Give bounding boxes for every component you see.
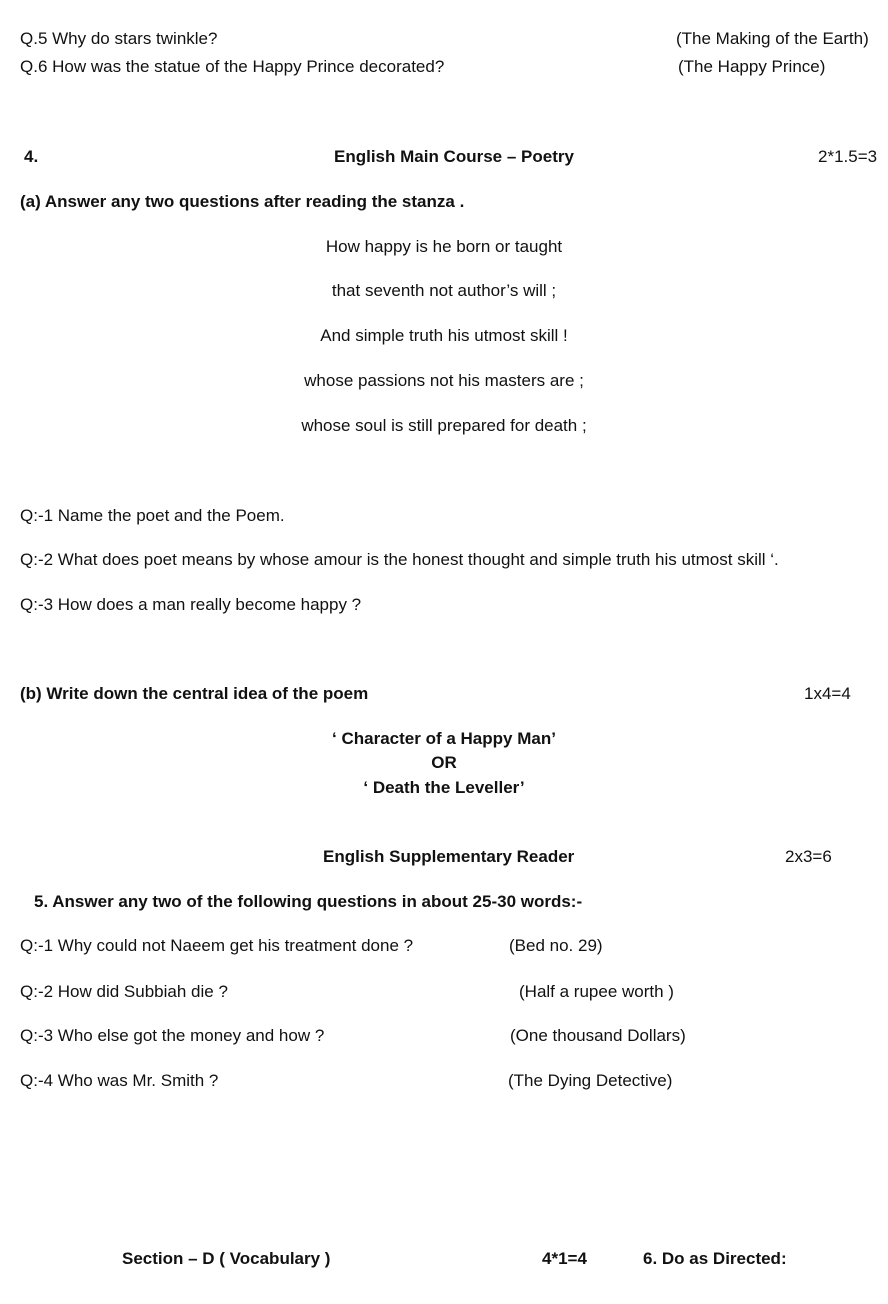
supplementary-question-source: (The Dying Detective) (508, 1071, 673, 1090)
poetry-question: Q:-1 Name the poet and the Poem. (20, 506, 285, 525)
poetry-question: Q:-3 How does a man really become happy ? (20, 595, 362, 614)
stanza-line: How happy is he born or taught (325, 237, 563, 256)
or-label: OR (431, 753, 457, 772)
section-4-marks: 2*1.5=3 (818, 147, 878, 166)
supplementary-question: Q:-4 Who was Mr. Smith ? (20, 1071, 219, 1090)
section-d-instruction: 6. Do as Directed: (643, 1249, 787, 1268)
question-5-instruction: 5. Answer any two of the following questions in about 25-30 words:- (34, 892, 583, 911)
question-6-source: (The Happy Prince) (678, 57, 826, 76)
supplementary-title: English Supplementary Reader (323, 847, 575, 866)
section-d-title: Section – D ( Vocabulary ) (122, 1249, 331, 1268)
part-b-heading: (b) Write down the central idea of the poem (20, 684, 369, 703)
question-6: Q.6 How was the statue of the Happy Prince decorated? (20, 57, 445, 76)
stanza-line: that seventh not author’s will ; (331, 281, 557, 300)
stanza-line: And simple truth his utmost skill ! (320, 326, 568, 345)
supplementary-question: Q:-1 Why could not Naeem get his treatment done ? (20, 936, 414, 955)
section-d-marks: 4*1=4 (542, 1249, 587, 1268)
part-b-marks: 1x4=4 (804, 684, 851, 703)
part-a-heading: (a) Answer any two questions after reading the stanza . (20, 192, 465, 211)
poem-option-2: ‘ Death the Leveller’ (363, 778, 525, 797)
supplementary-question-source: (Half a rupee worth ) (519, 982, 674, 1001)
supplementary-marks: 2x3=6 (785, 847, 832, 866)
poem-option-1: ‘ Character of a Happy Man’ (332, 729, 556, 748)
supplementary-question-source: (One thousand Dollars) (510, 1026, 686, 1045)
section-4-title: English Main Course – Poetry (334, 147, 574, 166)
question-5-source: (The Making of the Earth) (676, 29, 869, 48)
question-5: Q.5 Why do stars twinkle? (20, 29, 218, 48)
stanza-line: whose passions not his masters are ; (304, 371, 584, 390)
poetry-question: Q:-2 What does poet means by whose amour is the honest thought and simple truth his utmost skill ‘. (20, 550, 779, 569)
supplementary-question-source: (Bed no. 29) (509, 936, 603, 955)
supplementary-question: Q:-2 How did Subbiah die ? (20, 982, 228, 1001)
section-4-number: 4. (24, 147, 39, 166)
supplementary-question: Q:-3 Who else got the money and how ? (20, 1026, 325, 1045)
stanza-line: whose soul is still prepared for death ; (301, 416, 587, 435)
